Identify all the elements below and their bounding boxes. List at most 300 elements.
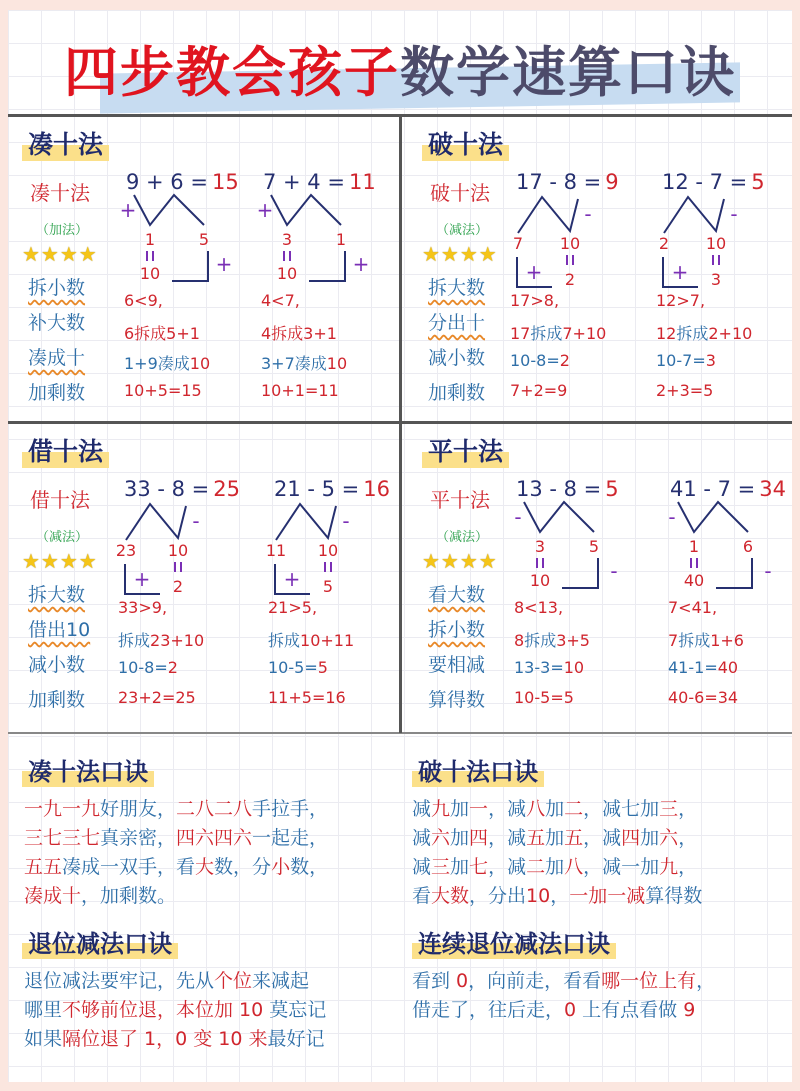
operator-sign: + bbox=[256, 198, 274, 222]
panel-title: 借十法 bbox=[22, 432, 109, 468]
rhyme-segment: 八 bbox=[564, 856, 584, 878]
step-text: 3 bbox=[705, 351, 716, 370]
step-label: 补大数 bbox=[28, 312, 86, 334]
step-text: 拆成 bbox=[524, 631, 557, 650]
left-part: 2 bbox=[658, 234, 670, 253]
rhyme-segment: 四 bbox=[469, 827, 489, 849]
step-label: 拆小数 bbox=[28, 277, 86, 299]
equation bbox=[263, 170, 376, 194]
solution-step bbox=[124, 291, 163, 310]
method-label: 凑十法 bbox=[30, 181, 90, 205]
rhyme-segment: ， bbox=[550, 885, 570, 907]
difficulty-stars: ★★★★ bbox=[422, 549, 498, 573]
solution-step bbox=[510, 321, 606, 344]
difficulty-stars: ★★★★ bbox=[422, 242, 498, 266]
rhyme-segment: 凑成一双手，看 bbox=[62, 856, 196, 878]
solution-step bbox=[118, 658, 178, 677]
rhyme-segment: 10 bbox=[526, 885, 551, 907]
solution-step bbox=[656, 351, 716, 370]
rhyme-segment: 加 bbox=[450, 827, 470, 849]
rhyme-segment: 四六四六 bbox=[176, 827, 253, 849]
step-label: 减小数 bbox=[28, 654, 86, 676]
rhyme-segment: 大 bbox=[195, 856, 215, 878]
rhyme-segment: 九 bbox=[431, 798, 451, 820]
solution-step bbox=[510, 291, 559, 310]
rhyme-segment: 9 bbox=[683, 999, 696, 1021]
step-text: 10+5=15 bbox=[124, 381, 202, 400]
split-lines bbox=[664, 197, 724, 233]
equation-result: 25 bbox=[213, 477, 241, 501]
equation-expression: 17 - 8 = bbox=[516, 170, 602, 194]
solution-step bbox=[118, 628, 204, 651]
operator-sign: - bbox=[668, 505, 676, 529]
method-panel bbox=[0, 115, 400, 423]
equation bbox=[670, 477, 786, 501]
solution-step bbox=[268, 688, 346, 707]
step-text: 5 bbox=[317, 658, 328, 677]
difference-value: 2 bbox=[172, 577, 184, 596]
step-text: 21>5, bbox=[268, 598, 318, 617]
equation-result: 9 bbox=[605, 170, 619, 194]
solution-step bbox=[268, 628, 354, 651]
rhyme-segment: 四 bbox=[621, 827, 641, 849]
step-text: 8 bbox=[514, 631, 525, 650]
left-part: 23 bbox=[115, 541, 137, 560]
difficulty-stars: ★★★★ bbox=[22, 242, 98, 266]
combine-bracket bbox=[562, 558, 598, 588]
step-text: 7+10 bbox=[562, 324, 607, 343]
rhyme-segment: 三 bbox=[431, 856, 451, 878]
rhyme-text bbox=[412, 795, 702, 911]
step-text: 10-5=5 bbox=[514, 688, 574, 707]
left-part: 11 bbox=[265, 541, 287, 560]
rhyme-line bbox=[24, 996, 326, 1025]
method-panel bbox=[400, 115, 800, 423]
step-text: 2+3=5 bbox=[656, 381, 714, 400]
rhyme-segment: ， bbox=[678, 798, 698, 820]
step-text: 6<9, bbox=[124, 291, 163, 310]
rhyme-title: 破十法口诀 bbox=[412, 752, 544, 787]
rhyme-segment: 九 bbox=[659, 856, 679, 878]
solution-step bbox=[514, 658, 584, 677]
rhyme-segment: 减 bbox=[412, 798, 432, 820]
rhyme-segment: 不够前位退，本位加 10 bbox=[62, 999, 264, 1021]
step-text: 2 bbox=[559, 351, 570, 370]
rhyme-segment: 哪里 bbox=[24, 999, 63, 1021]
rhyme-segment: 好朋友， bbox=[100, 798, 177, 820]
operator-sign: - bbox=[342, 509, 350, 533]
panel-title: 破十法 bbox=[422, 125, 509, 161]
equation-result: 5 bbox=[751, 170, 765, 194]
title-gray: 数学速算口诀 bbox=[400, 41, 736, 104]
combined-value: 10 bbox=[139, 264, 161, 283]
step-text: 41-1= bbox=[668, 658, 718, 677]
step-text: 10+1=11 bbox=[261, 381, 339, 400]
operator-sign: + bbox=[215, 252, 233, 276]
rhyme-line bbox=[24, 967, 326, 996]
step-text: 4拆成3+1 bbox=[261, 324, 337, 343]
left-part: 3 bbox=[281, 230, 293, 249]
operator-sign: - bbox=[610, 559, 618, 583]
step-text: 10 bbox=[326, 354, 348, 373]
method-panel bbox=[400, 422, 800, 730]
step-text: 10-8= bbox=[510, 351, 560, 370]
solution-step bbox=[656, 321, 752, 344]
step-text: 23+2=25 bbox=[118, 688, 196, 707]
rhyme-text bbox=[24, 795, 328, 911]
rhyme-segment: ，减 bbox=[488, 827, 527, 849]
decomposition-diagram bbox=[118, 165, 268, 305]
rhyme-line bbox=[412, 882, 702, 911]
rhyme-line bbox=[24, 795, 328, 824]
rhyme-segment: ，向前走，看看 bbox=[468, 970, 602, 992]
step-text: 10-5= bbox=[268, 658, 318, 677]
step-text: 7<41, bbox=[668, 598, 718, 617]
operator-sign: + bbox=[671, 260, 689, 284]
rhyme-segment: 上有点看做 bbox=[576, 999, 684, 1021]
step-text: 2+10 bbox=[708, 324, 753, 343]
equation bbox=[662, 170, 765, 194]
equation-expression: 41 - 7 = bbox=[670, 477, 756, 501]
method-label: 破十法 bbox=[430, 181, 490, 205]
rhyme-segment: 一加一减 bbox=[569, 885, 646, 907]
solution-step bbox=[124, 381, 202, 400]
solution-step bbox=[261, 321, 337, 344]
rhyme-segment: ，减一加 bbox=[583, 856, 660, 878]
rhyme-segment: 六 bbox=[659, 827, 679, 849]
difference-value: 5 bbox=[322, 577, 334, 596]
rhyme-segment: 加 bbox=[450, 798, 470, 820]
step-label: 加剩数 bbox=[428, 382, 486, 404]
step-label: 算得数 bbox=[428, 689, 486, 711]
solution-step bbox=[668, 598, 717, 617]
equation-expression: 12 - 7 = bbox=[662, 170, 748, 194]
rhyme-segment: 隔位退了 1，0 变 10 来 bbox=[62, 1028, 268, 1050]
rhyme-segment: ，减七加 bbox=[583, 798, 660, 820]
rhyme-segment: ，减 bbox=[583, 827, 622, 849]
rhyme-segment: 加 bbox=[640, 827, 660, 849]
rhyme-segment: 六 bbox=[431, 827, 451, 849]
rhyme-title: 退位减法口诀 bbox=[22, 924, 178, 959]
rhyme-segment: 哪一位上有 bbox=[601, 970, 697, 992]
rhyme-segment: ，加剩数。 bbox=[81, 885, 177, 907]
rhyme-segment: 加 bbox=[450, 856, 470, 878]
right-part: 10 bbox=[705, 234, 727, 253]
step-text: 10-8= bbox=[118, 658, 168, 677]
solution-step bbox=[656, 291, 705, 310]
method-type: （减法） bbox=[36, 530, 89, 545]
combine-bracket bbox=[172, 251, 208, 281]
step-text: 40-6=34 bbox=[668, 688, 739, 707]
right-part: 5 bbox=[588, 537, 600, 556]
equation-expression: 7 + 4 = bbox=[263, 170, 345, 194]
method-label: 借十法 bbox=[30, 488, 90, 512]
rhyme-segment: 二 bbox=[564, 798, 584, 820]
right-part: 10 bbox=[317, 541, 339, 560]
step-text: 拆成 bbox=[268, 631, 301, 650]
decomposition-diagram bbox=[662, 472, 800, 612]
combine-bracket bbox=[716, 558, 752, 588]
rhyme-segment: 看到 bbox=[412, 970, 457, 992]
method-panel bbox=[0, 422, 400, 730]
rhyme-segment: 大数 bbox=[431, 885, 470, 907]
rhyme-segment: 五 bbox=[526, 827, 546, 849]
split-lines bbox=[126, 504, 186, 540]
combine-bracket bbox=[309, 251, 345, 281]
step-text: 拆成 bbox=[530, 324, 563, 343]
solution-step bbox=[124, 351, 210, 374]
solution-step bbox=[514, 688, 574, 707]
rhyme-segment: 数， bbox=[290, 856, 329, 878]
equation-result: 34 bbox=[759, 477, 787, 501]
method-type: （加法） bbox=[36, 223, 89, 238]
rhyme-line bbox=[412, 996, 715, 1025]
solution-step bbox=[668, 688, 738, 707]
equation-result: 5 bbox=[605, 477, 619, 501]
rhyme-segment: 一起走， bbox=[252, 827, 329, 849]
right-part: 10 bbox=[167, 541, 189, 560]
rhyme-segment: 如果 bbox=[24, 1028, 63, 1050]
rhyme-segment: 最好记 bbox=[267, 1028, 325, 1050]
equation-expression: 33 - 8 = bbox=[124, 477, 210, 501]
panel-title: 平十法 bbox=[422, 432, 509, 468]
rhyme-segment: 算得数 bbox=[645, 885, 703, 907]
difference-value: 3 bbox=[710, 270, 722, 289]
solution-step bbox=[510, 381, 567, 400]
equation-expression: 13 - 8 = bbox=[516, 477, 602, 501]
rhyme-segment: 减 bbox=[412, 856, 432, 878]
step-text: 2 bbox=[167, 658, 178, 677]
rhyme-segment: 减 bbox=[412, 827, 432, 849]
split-lines bbox=[518, 197, 578, 233]
step-label: 要相减 bbox=[428, 654, 486, 676]
equation-result: 11 bbox=[348, 170, 376, 194]
step-text: 7 bbox=[668, 631, 679, 650]
solution-step bbox=[668, 628, 744, 651]
solution-step bbox=[514, 628, 590, 651]
rhyme-segment: 莫忘记 bbox=[263, 999, 327, 1021]
operator-sign: + bbox=[119, 198, 137, 222]
equation-result: 15 bbox=[211, 170, 239, 194]
operator-sign: - bbox=[192, 509, 200, 533]
step-text: 1+6 bbox=[710, 631, 744, 650]
decomposition-diagram bbox=[650, 165, 800, 305]
step-text: 12 bbox=[656, 324, 677, 343]
rhyme-segment: 五 bbox=[564, 827, 584, 849]
left-part: 1 bbox=[688, 537, 700, 556]
step-label: 拆大数 bbox=[428, 277, 486, 299]
operator-sign: - bbox=[584, 202, 592, 226]
solution-step bbox=[118, 598, 167, 617]
decomposition-diagram bbox=[508, 472, 658, 612]
difficulty-stars: ★★★★ bbox=[22, 549, 98, 573]
rhyme-title: 凑十法口诀 bbox=[22, 752, 154, 787]
solution-step bbox=[261, 351, 347, 374]
rhyme-segment: 0 bbox=[456, 970, 469, 992]
step-text: 拆成 bbox=[678, 631, 711, 650]
rhyme-segment: ， bbox=[678, 827, 698, 849]
split-lines bbox=[271, 195, 341, 225]
step-label: 加剩数 bbox=[28, 382, 86, 404]
combined-value: 40 bbox=[683, 571, 705, 590]
rhyme-text bbox=[24, 967, 326, 1054]
rhyme-segment: 凑成十 bbox=[24, 885, 82, 907]
rhyme-line bbox=[412, 853, 702, 882]
step-label: 拆小数 bbox=[428, 619, 486, 641]
rhyme-segment: ，减 bbox=[488, 798, 527, 820]
operator-sign: + bbox=[283, 567, 301, 591]
equation bbox=[516, 477, 619, 501]
step-text: 40 bbox=[717, 658, 739, 677]
split-lines bbox=[524, 502, 594, 532]
equals-mark bbox=[537, 558, 543, 568]
equation-expression: 21 - 5 = bbox=[274, 477, 360, 501]
step-text: 23+10 bbox=[150, 631, 205, 650]
solution-step bbox=[268, 598, 317, 617]
step-text: 1+9凑成 bbox=[124, 354, 190, 373]
rhyme-segment: 真亲密， bbox=[100, 827, 177, 849]
solution-step bbox=[510, 351, 570, 370]
step-text: 4<7, bbox=[261, 291, 300, 310]
rhyme-line bbox=[412, 795, 702, 824]
rhyme-segment: 加 bbox=[545, 856, 565, 878]
decomposition-diagram bbox=[112, 472, 262, 612]
right-part: 1 bbox=[335, 230, 347, 249]
rhyme-segment: 退位减法要牢记，先从 bbox=[24, 970, 215, 992]
solution-step bbox=[261, 381, 339, 400]
step-text: 12>7, bbox=[656, 291, 706, 310]
step-text: 6拆成5+1 bbox=[124, 324, 200, 343]
equation-result: 16 bbox=[363, 477, 391, 501]
step-label: 凑成十 bbox=[28, 347, 86, 369]
equals-mark bbox=[691, 558, 697, 568]
rhyme-segment: 二八二八 bbox=[176, 798, 253, 820]
step-text: 8<13, bbox=[514, 598, 564, 617]
difference-value: 2 bbox=[564, 270, 576, 289]
operator-sign: - bbox=[730, 202, 738, 226]
right-part: 6 bbox=[742, 537, 754, 556]
split-lines bbox=[678, 502, 748, 532]
operator-sign: - bbox=[764, 559, 772, 583]
rhyme-segment: 小 bbox=[271, 856, 291, 878]
step-text: 3+5 bbox=[556, 631, 590, 650]
equals-mark bbox=[175, 562, 181, 572]
rhyme-segment: 加 bbox=[545, 827, 565, 849]
left-part: 3 bbox=[534, 537, 546, 556]
step-text: 10 bbox=[563, 658, 585, 677]
step-text: 7+2=9 bbox=[510, 381, 568, 400]
rhyme-line bbox=[24, 1025, 326, 1054]
step-text: 11+5=16 bbox=[268, 688, 346, 707]
right-part: 10 bbox=[559, 234, 581, 253]
step-label: 减小数 bbox=[428, 347, 486, 369]
equation bbox=[124, 477, 240, 501]
equals-mark bbox=[147, 251, 153, 261]
rhyme-segment: 三 bbox=[659, 798, 679, 820]
split-lines bbox=[276, 504, 336, 540]
split-lines bbox=[134, 195, 204, 225]
equation bbox=[274, 477, 390, 501]
step-label: 分出十 bbox=[428, 312, 486, 334]
rhyme-segment: 二 bbox=[526, 856, 546, 878]
step-text: 17 bbox=[510, 324, 531, 343]
combined-value: 10 bbox=[276, 264, 298, 283]
rhyme-segment: 个位 bbox=[214, 970, 253, 992]
rhyme-segment: 加 bbox=[545, 798, 565, 820]
method-label: 平十法 bbox=[430, 488, 490, 512]
rhyme-segment: ， bbox=[678, 856, 698, 878]
solution-step bbox=[124, 321, 200, 344]
rhyme-segment: 数，分 bbox=[214, 856, 272, 878]
step-text: 10+11 bbox=[300, 631, 355, 650]
solution-step bbox=[656, 381, 713, 400]
solution-step bbox=[261, 291, 300, 310]
rhyme-line bbox=[24, 853, 328, 882]
rhyme-segment: ，分出 bbox=[469, 885, 527, 907]
step-text: 17>8, bbox=[510, 291, 560, 310]
rhyme-segment: 一九一九 bbox=[24, 798, 101, 820]
rhyme-segment: 看 bbox=[412, 885, 432, 907]
title-red: 四步教会孩子 bbox=[64, 41, 400, 104]
step-text: 10 bbox=[189, 354, 211, 373]
solution-step bbox=[514, 598, 563, 617]
rhyme-segment: ， bbox=[696, 970, 716, 992]
rhyme-segment: 五五 bbox=[24, 856, 63, 878]
rhyme-line bbox=[412, 824, 702, 853]
equation-expression: 9 + 6 = bbox=[126, 170, 208, 194]
method-type: （减法） bbox=[436, 223, 489, 238]
operator-sign: + bbox=[525, 260, 543, 284]
step-label: 拆大数 bbox=[28, 584, 86, 606]
step-label: 看大数 bbox=[428, 584, 486, 606]
left-part: 1 bbox=[144, 230, 156, 249]
equals-mark bbox=[284, 251, 290, 261]
step-text: 拆成 bbox=[118, 631, 151, 650]
rhyme-segment: 八 bbox=[526, 798, 546, 820]
solution-step bbox=[268, 658, 328, 677]
poster-title bbox=[0, 30, 800, 107]
rhyme-segment: 手拉手， bbox=[252, 798, 329, 820]
rhyme-segment: ，减 bbox=[488, 856, 527, 878]
step-text: 13-3= bbox=[514, 658, 564, 677]
operator-sign: - bbox=[514, 505, 522, 529]
operator-sign: + bbox=[133, 567, 151, 591]
step-text: 拆成 bbox=[676, 324, 709, 343]
rhyme-segment: 七 bbox=[469, 856, 489, 878]
rhyme-line bbox=[24, 824, 328, 853]
decomposition-diagram bbox=[504, 165, 654, 305]
equals-mark bbox=[567, 255, 573, 265]
step-text: 3+7凑成 bbox=[261, 354, 327, 373]
rhyme-segment: 来减起 bbox=[252, 970, 310, 992]
equals-mark bbox=[325, 562, 331, 572]
right-part: 5 bbox=[198, 230, 210, 249]
equals-mark bbox=[713, 255, 719, 265]
decomposition-diagram bbox=[255, 165, 405, 305]
combined-value: 10 bbox=[529, 571, 551, 590]
operator-sign: + bbox=[352, 252, 370, 276]
solution-step bbox=[668, 658, 738, 677]
rhyme-line bbox=[24, 882, 328, 911]
step-label: 加剩数 bbox=[28, 689, 86, 711]
rhyme-segment: 借走了，往后走， bbox=[412, 999, 565, 1021]
rhyme-text bbox=[412, 967, 715, 1025]
solution-step bbox=[118, 688, 196, 707]
left-part: 7 bbox=[512, 234, 524, 253]
panel-title: 凑十法 bbox=[22, 125, 109, 161]
rhyme-segment: 三七三七 bbox=[24, 827, 101, 849]
equation bbox=[516, 170, 619, 194]
